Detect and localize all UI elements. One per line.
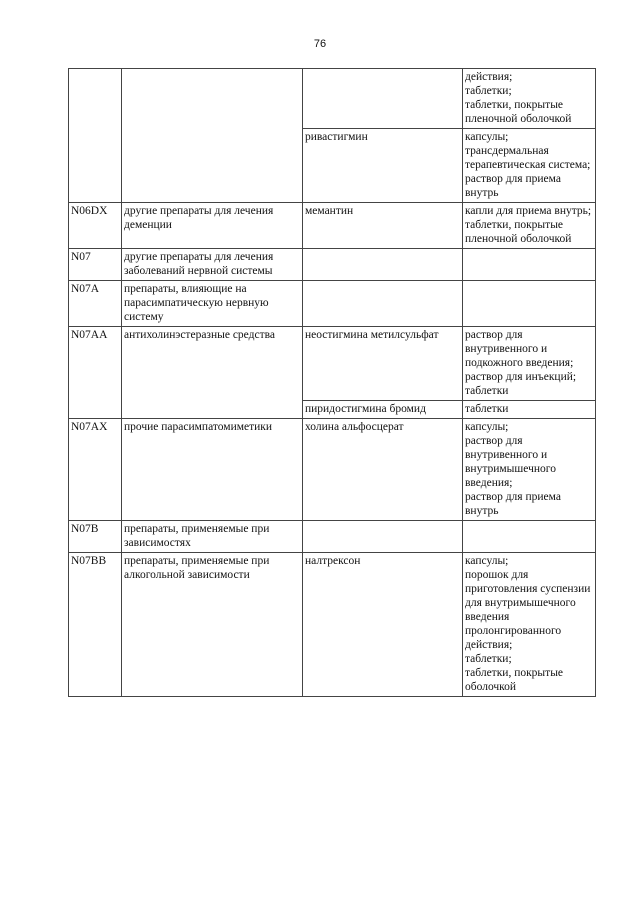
- table-row: [69, 69, 596, 129]
- table-row: [69, 327, 596, 401]
- table-row: [69, 521, 596, 553]
- form-cell: действия; таблетки; таблетки, покрытые пленочной оболочкой: [463, 69, 596, 129]
- table-row: [69, 249, 596, 281]
- drug-cell: холина альфосцерат: [303, 419, 463, 521]
- form-cell: капли для приема внутрь; таблетки, покрытые пленочной оболочкой: [463, 203, 596, 249]
- form-cell: [463, 281, 596, 327]
- atc-code-cell: N07A: [69, 281, 122, 327]
- group-cell: [122, 69, 303, 203]
- atc-code-cell: [69, 69, 122, 203]
- atc-code-cell: N06DX: [69, 203, 122, 249]
- form-cell: таблетки: [463, 401, 596, 419]
- form-cell: капсулы; порошок для приготовления суспензии для внутримышечного введения пролонгированного действия; таблетки; таблетки, покрытые оболочкой: [463, 553, 596, 697]
- drug-cell: [303, 281, 463, 327]
- atc-code-cell: N07: [69, 249, 122, 281]
- drug-cell: [303, 249, 463, 281]
- table-row: [69, 419, 596, 521]
- form-cell: капсулы; трансдермальная терапевтическая система; раствор для приема внутрь: [463, 129, 596, 203]
- table-row: [69, 553, 596, 697]
- page-number: 76: [313, 38, 327, 50]
- atc-code-cell: N07B: [69, 521, 122, 553]
- form-cell: раствор для внутривенного и подкожного введения; раствор для инъекций; таблетки: [463, 327, 596, 401]
- drug-cell: ривастигмин: [303, 129, 463, 203]
- group-cell: антихолинэстеразные средства: [122, 327, 303, 419]
- atc-code-cell: N07AA: [69, 327, 122, 419]
- table-row: [69, 281, 596, 327]
- group-cell: препараты, применяемые при алкогольной зависимости: [122, 553, 303, 697]
- atc-code-cell: N07BB: [69, 553, 122, 697]
- group-cell: препараты, применяемые при зависимостях: [122, 521, 303, 553]
- drug-cell: налтрексон: [303, 553, 463, 697]
- drug-cell: неостигмина метилсульфат: [303, 327, 463, 401]
- group-cell: другие препараты для лечения заболеваний нервной системы: [122, 249, 303, 281]
- drug-cell: пиридостигмина бромид: [303, 401, 463, 419]
- form-cell: [463, 249, 596, 281]
- drug-cell: мемантин: [303, 203, 463, 249]
- group-cell: препараты, влияющие на парасимпатическую нервную систему: [122, 281, 303, 327]
- drug-cell: [303, 69, 463, 129]
- table-row: [69, 203, 596, 249]
- atc-code-cell: N07AX: [69, 419, 122, 521]
- drug-cell: [303, 521, 463, 553]
- form-cell: капсулы; раствор для внутривенного и внутримышечного введения; раствор для приема внутрь: [463, 419, 596, 521]
- group-cell: другие препараты для лечения деменции: [122, 203, 303, 249]
- drug-table: [68, 68, 596, 697]
- group-cell: прочие парасимпатомиметики: [122, 419, 303, 521]
- form-cell: [463, 521, 596, 553]
